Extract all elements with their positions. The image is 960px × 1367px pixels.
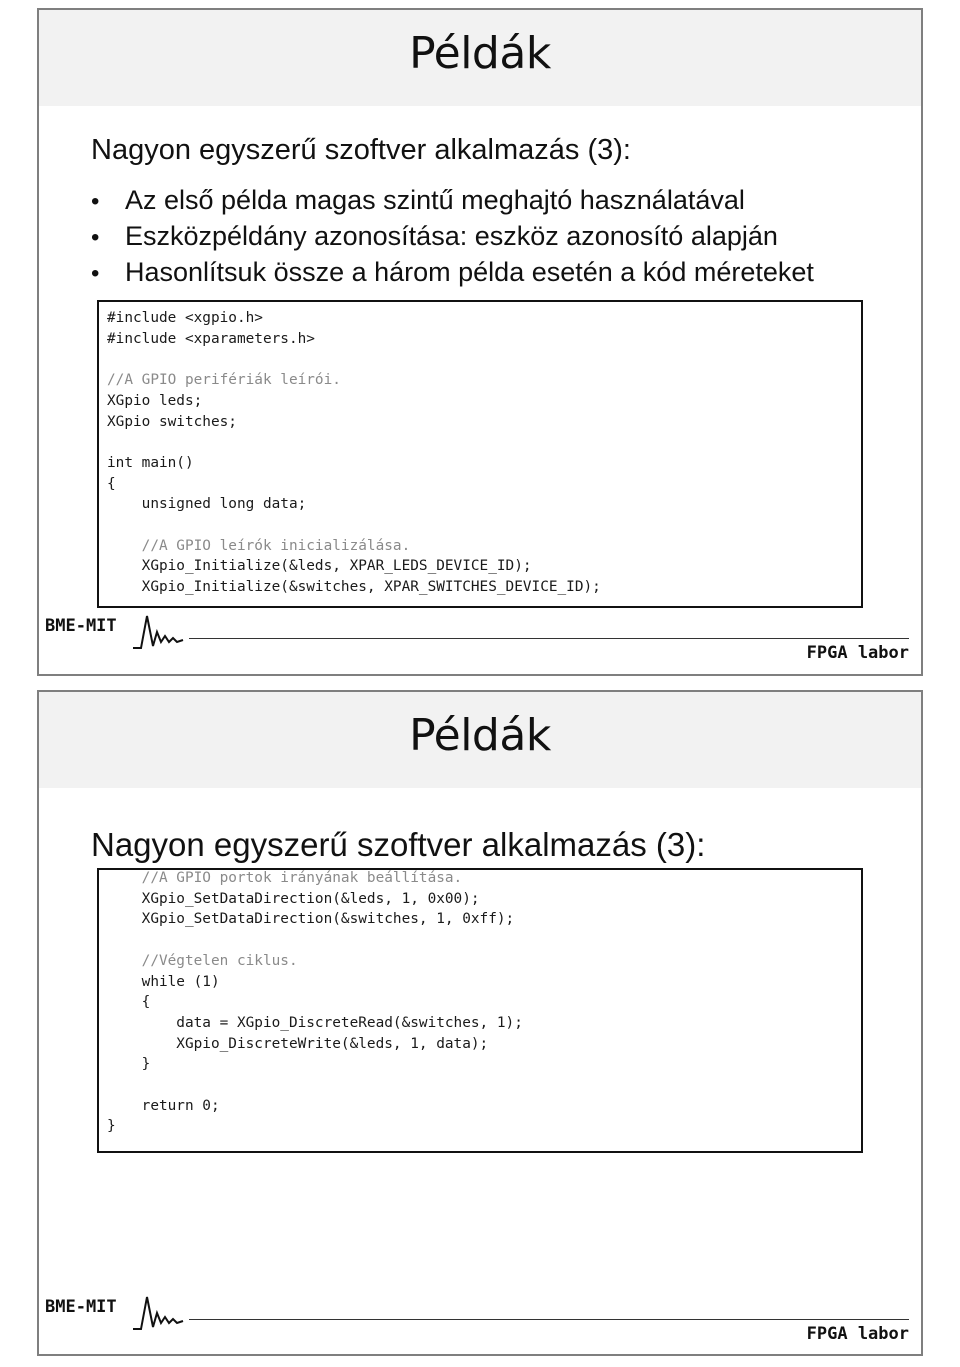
code-box	[97, 868, 863, 1153]
code-line: while (1)	[107, 973, 220, 990]
code-line: #include <xparameters.h>	[107, 330, 315, 347]
code-line: XGpio_Initialize(&leds, XPAR_LEDS_DEVICE_ID);	[107, 558, 532, 575]
waveform-logo-icon	[133, 1291, 193, 1331]
bullet-text: Az első példa magas szintű meghajtó használatával	[125, 185, 745, 215]
slide-1	[37, 8, 923, 676]
bullet-item	[91, 218, 814, 254]
slide-title: Példák	[409, 710, 551, 761]
slide-2	[37, 690, 923, 1356]
code-line: {	[107, 994, 151, 1011]
code-comment-line: //A GPIO leírók inicializálása.	[107, 537, 411, 554]
slide-heading: Nagyon egyszerű szoftver alkalmazás (3):	[91, 826, 706, 863]
bullet-icon: •	[91, 260, 100, 287]
bullet-item	[91, 182, 814, 218]
footer-course: FPGA labor	[806, 643, 909, 663]
slide-heading: Nagyon egyszerű szoftver alkalmazás (3):	[91, 134, 631, 166]
footer-brand: BME-MIT	[45, 616, 117, 636]
waveform-logo-icon	[133, 610, 193, 650]
code-line: #include <xgpio.h>	[107, 310, 263, 326]
code-line: XGpio_Initialize(&switches, XPAR_SWITCHES_DEVICE_ID);	[107, 579, 601, 596]
code-listing	[107, 868, 523, 1137]
code-listing	[107, 308, 601, 598]
code-line: XGpio switches;	[107, 413, 237, 430]
footer-course: FPGA labor	[806, 1324, 909, 1344]
bullet-item	[91, 254, 814, 290]
code-comment-line: //A GPIO portok irányának beállítása.	[107, 870, 463, 886]
code-line: }	[107, 1056, 151, 1073]
code-line: int main()	[107, 454, 194, 471]
code-line: XGpio leds;	[107, 392, 203, 409]
bullet-icon: •	[91, 188, 100, 215]
code-line: XGpio_DiscreteWrite(&leds, 1, data);	[107, 1035, 489, 1052]
footer-divider	[189, 638, 909, 639]
code-line: {	[107, 475, 116, 492]
code-line: data = XGpio_DiscreteRead(&switches, 1);	[107, 1014, 523, 1031]
code-comment-line: //Végtelen ciklus.	[107, 952, 298, 969]
code-line: unsigned long data;	[107, 496, 307, 513]
bullet-text: Eszközpéldány azonosítása: eszköz azonosító alapján	[125, 221, 778, 251]
footer-brand: BME-MIT	[45, 1297, 117, 1317]
code-comment-line: //A GPIO perifériák leírói.	[107, 372, 341, 389]
bullet-list	[91, 182, 814, 290]
bullet-icon: •	[91, 224, 100, 251]
slide-title: Példák	[409, 28, 551, 79]
code-line: XGpio_SetDataDirection(&switches, 1, 0xff);	[107, 911, 515, 928]
code-line: }	[107, 1118, 116, 1135]
footer-divider	[189, 1319, 909, 1320]
code-box	[97, 300, 863, 608]
code-line: XGpio_SetDataDirection(&leds, 1, 0x00);	[107, 890, 480, 907]
bullet-text: Hasonlítsuk össze a három példa esetén a kód méreteket	[125, 257, 814, 287]
code-line: return 0;	[107, 1097, 220, 1114]
